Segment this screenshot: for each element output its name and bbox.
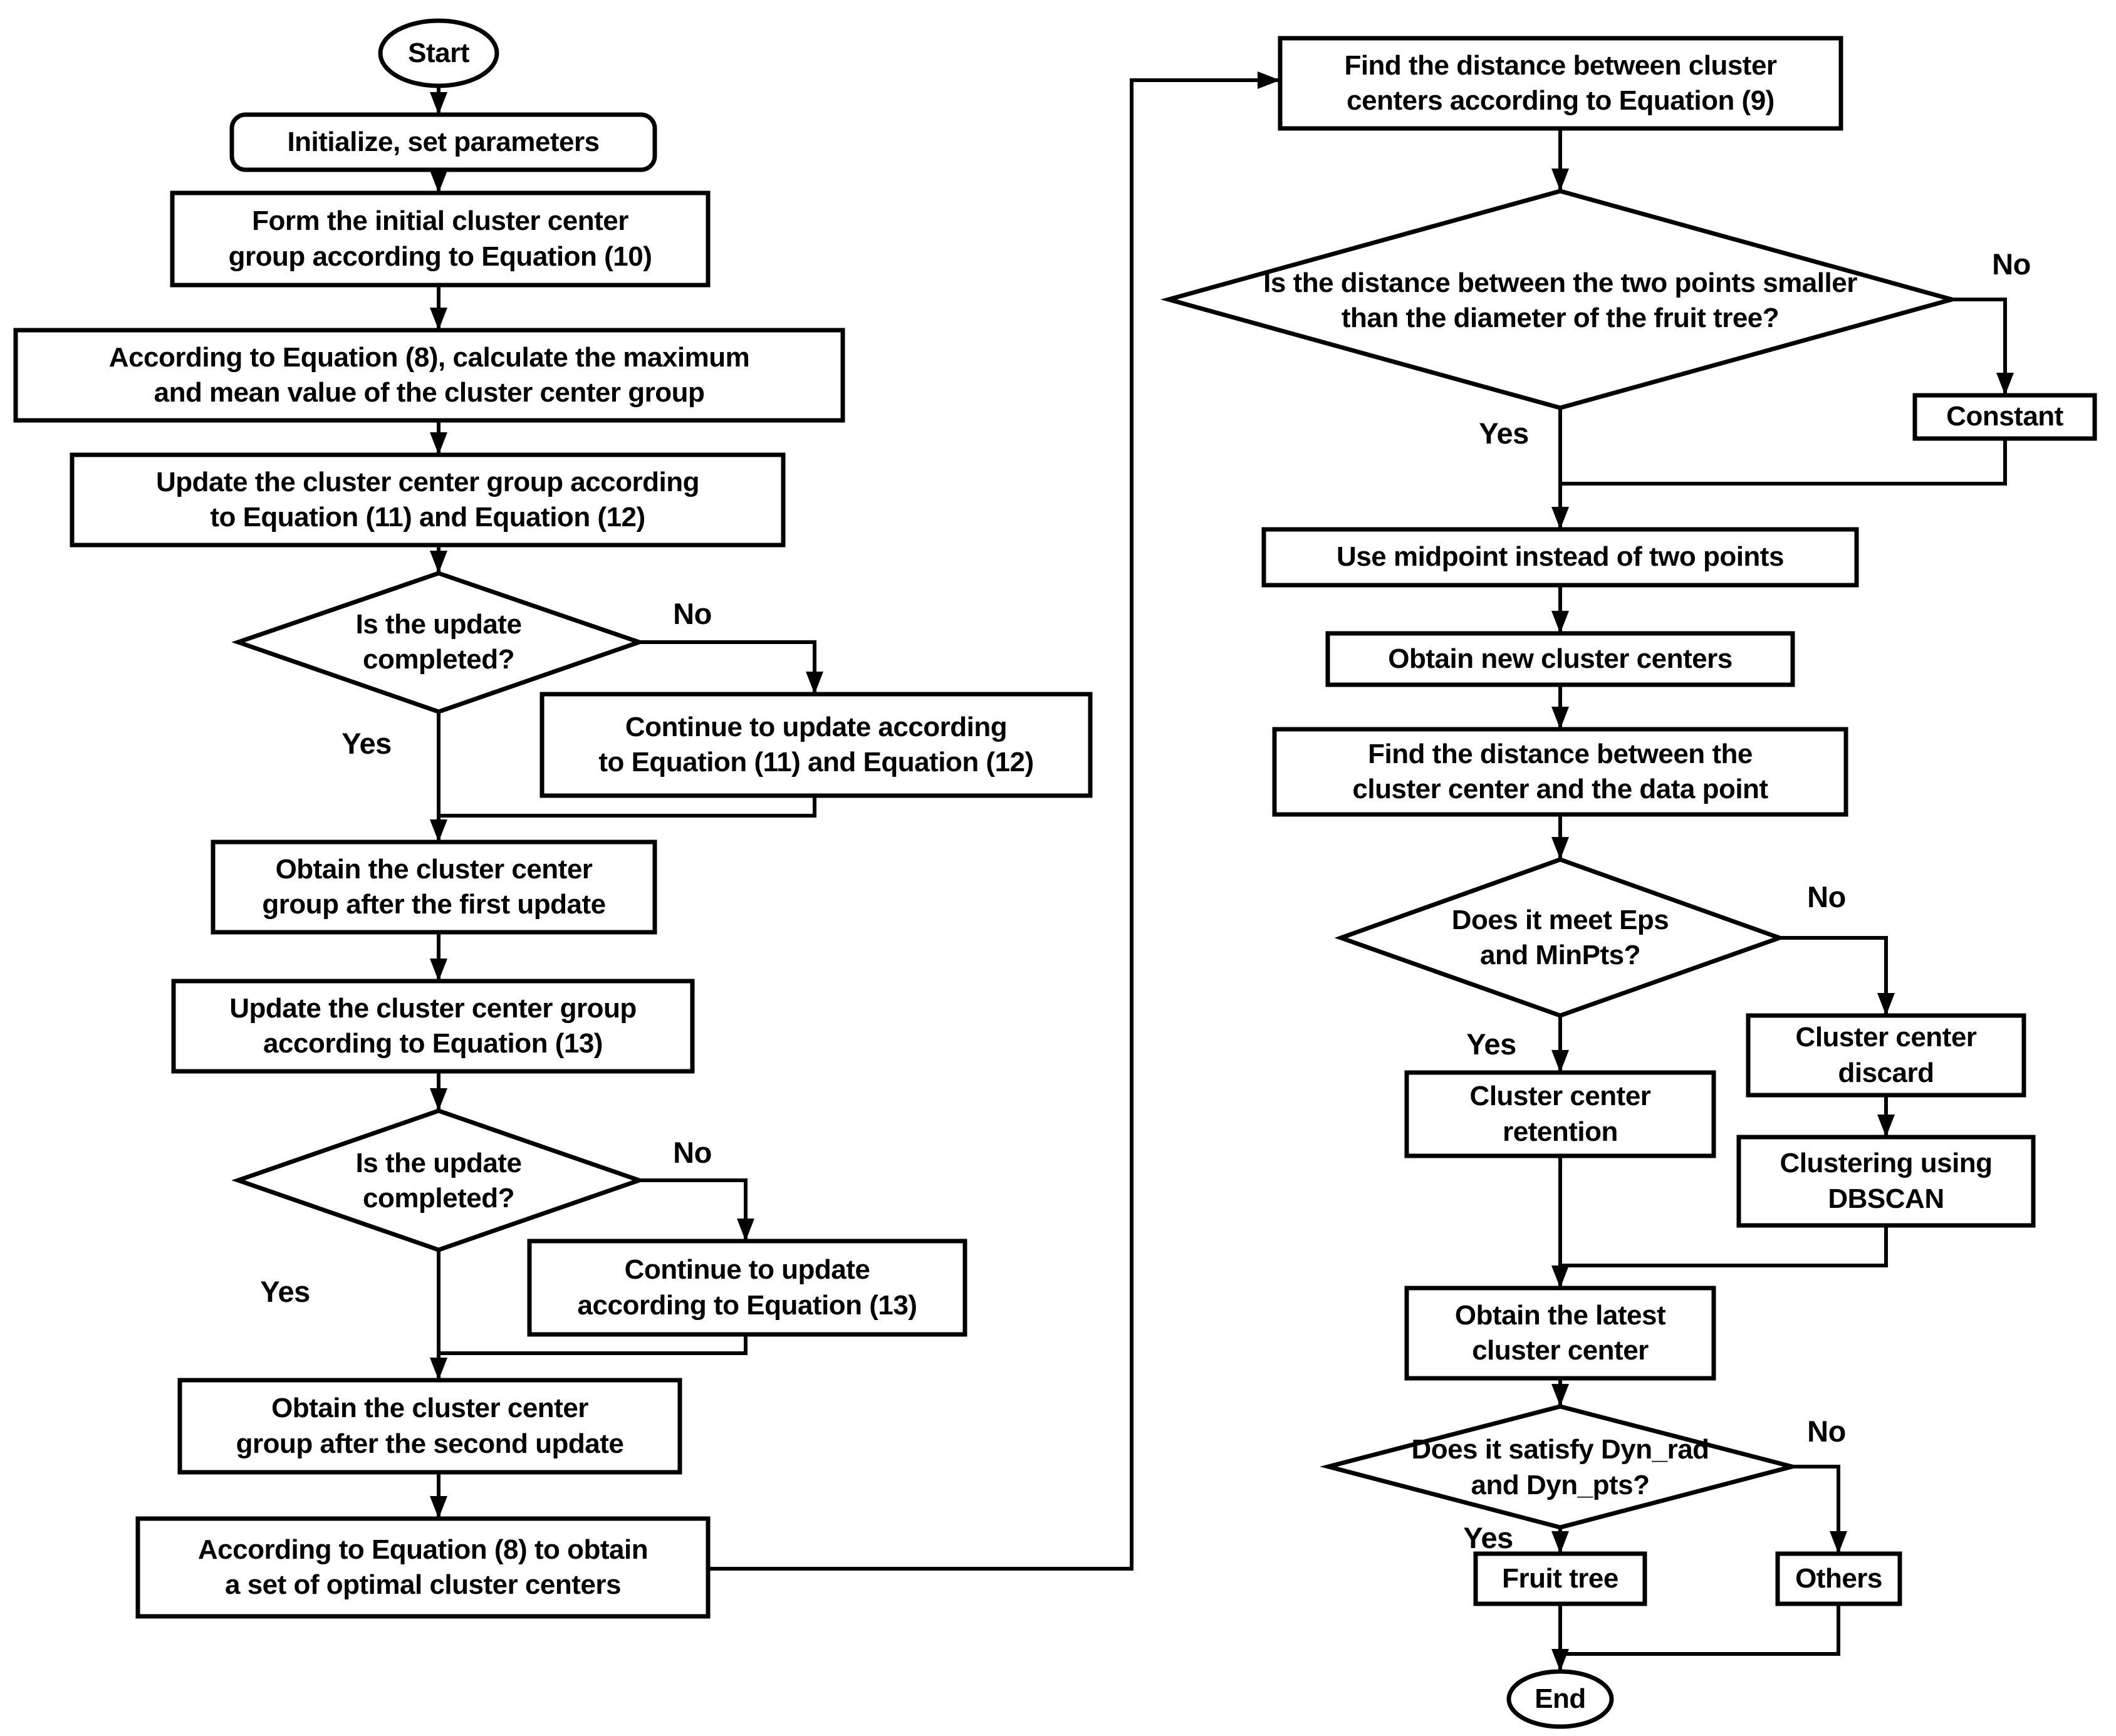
decision-4-diamond [1341,860,1780,1016]
fruit-tree-box [1476,1554,1645,1604]
decision-3-label: Is the distance between the two points smaller than the diameter of the fruit tree? [1263,267,1857,333]
obtain-latest-box [1407,1288,1714,1378]
initialize-label: Initialize, set parameters [287,126,600,157]
continue-eq13-label: Continue to update according to Equation (13) [577,1254,917,1321]
decision-5-yes-label: Yes [1463,1520,1513,1554]
update-eq11-12-box [72,455,783,545]
discard-box [1748,1016,2024,1095]
decision-1-diamond [238,573,639,712]
dbscan-label: Clustering using DBSCAN [1780,1148,1993,1214]
edge-d5-no-others [1792,1467,1838,1554]
fruit-tree-label: Fruit tree [1502,1562,1618,1594]
obtain-first-label: Obtain the cluster center group after the first update [262,853,606,920]
start-oval [380,21,497,86]
decision-2-no-label: No [673,1135,712,1169]
decision-3-diamond [1169,191,1952,408]
decision-2-label: Is the update completed? [355,1147,522,1214]
decision-2-yes-label: Yes [260,1275,310,1309]
calc-max-mean-label: According to Equation (8), calculate the maximum and mean value of the cluster center group [108,341,750,408]
find-distance-data-box [1274,729,1846,814]
edge-d2-no-continue13 [639,1180,746,1241]
edge-constant-merge [1560,439,2005,484]
form-initial-label: Form the initial cluster center group according to Equation (10) [228,205,652,272]
form-initial-box [172,193,708,285]
decision-1-no-label: No [673,596,712,630]
obtain-latest-label: Obtain the latest cluster center [1454,1299,1666,1366]
continue-eq13-box [529,1241,965,1334]
update-eq11-12-label: Update the cluster center group according to Equation (11) and Equation (12) [156,466,699,533]
use-midpoint-label: Use midpoint instead of two points [1337,541,1784,573]
decision-2-diamond [238,1111,639,1250]
discard-label: Cluster center discard [1795,1022,1977,1088]
edge-d3-no-constant [1952,299,2005,395]
find-distance-data-label: Find the distance between the cluster center and the data point [1352,738,1768,804]
obtain-first-box [213,842,655,932]
obtain-second-label: Obtain the cluster center group after the second update [236,1393,624,1459]
find-distance-9-label: Find the distance between cluster centers according to Equation (9) [1344,49,1777,116]
find-distance-9-box [1280,38,1841,128]
dbscan-box [1739,1137,2033,1225]
start-label: Start [408,37,469,68]
obtain-second-box [180,1380,680,1472]
continue-eq11-12-box [542,694,1090,796]
others-box [1778,1554,1900,1604]
retention-label: Cluster center retention [1469,1081,1651,1147]
edge-dbscan-merge [1560,1225,1886,1266]
edge-d4-no-discard [1780,938,1886,1016]
decision-5-no-label: No [1807,1415,1846,1448]
edge-others-merge [1560,1604,1838,1654]
calc-max-mean-box [16,330,843,420]
use-midpoint-box [1264,529,1857,585]
decision-3-yes-label: Yes [1479,417,1529,450]
optimal-centers-box [138,1519,708,1616]
update-eq13-label: Update the cluster center group according to Equation (13) [229,992,637,1059]
decision-5-diamond [1328,1406,1792,1527]
decision-1-label: Is the update completed? [355,608,522,675]
others-label: Others [1795,1562,1882,1594]
decision-1-yes-label: Yes [341,727,392,761]
optimal-centers-label: According to Equation (8) to obtain a set of optimal cluster centers [197,1534,649,1600]
decision-4-no-label: No [1807,880,1846,914]
decision-4-yes-label: Yes [1466,1027,1516,1061]
edge-continue1112-merge [439,796,815,816]
obtain-new-centers-label: Obtain new cluster centers [1388,643,1733,674]
edge-d1-no-continue1112 [639,642,815,694]
constant-label: Constant [1946,401,2063,432]
decision-4-label: Does it meet Eps and MinPts? [1451,904,1669,970]
constant-box [1915,395,2095,439]
end-oval [1509,1671,1612,1727]
initialize-box [232,115,655,170]
edge-continue13-merge [439,1334,746,1353]
retention-box [1407,1073,1714,1156]
decision-5-label: Does it satisfy Dyn_rad and Dyn_pts? [1411,1434,1709,1500]
obtain-new-centers-box [1328,633,1793,685]
continue-eq11-12-label: Continue to update according to Equation (11) and Equation (12) [598,711,1034,777]
end-label: End [1535,1683,1586,1714]
update-eq13-box [174,981,692,1071]
decision-3-no-label: No [1992,247,2031,281]
